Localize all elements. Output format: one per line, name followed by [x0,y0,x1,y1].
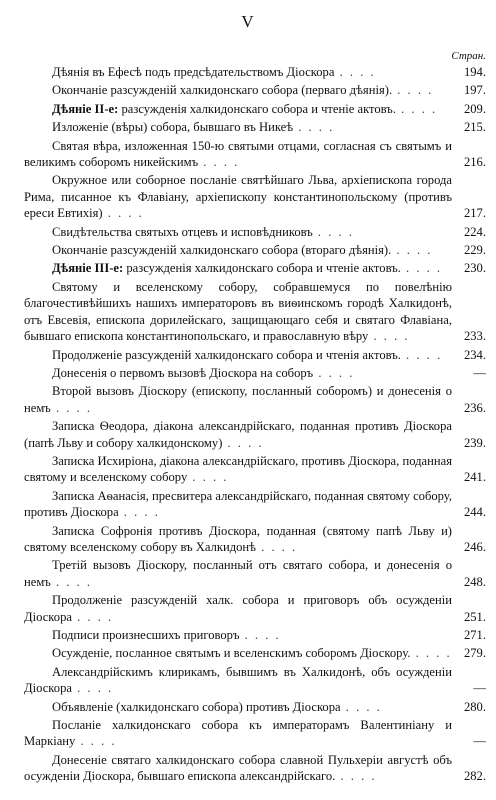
toc-leader-dots: . . . . [313,365,355,380]
toc-entry-text: Святому и вселенскому собору, собравшемуся по повелѣнію благочестивѣйшихъ нашихъ императоровъ въ виѳинскомъ городѣ Халкидонѣ, отъ Евсевія, епископа дорилейскаго, защищающаго себя и святаго Флавіана, бывшаго епископа константинопольскаго, и православную вѣру [24,279,452,344]
toc-leader-dots: . . . . [75,734,117,749]
toc-entry-text: Святая вѣра, изложенная 150-ю святыми отцами, согласная съ святымъ и великимъ соборомъ никейскимъ [24,138,452,170]
toc-entry [24,172,486,221]
toc-page-number: 236. [463,400,486,415]
toc-entry-title [24,489,452,519]
toc-entry-text: Свидѣтельства святыхъ отцевъ и исповѣдниковъ [52,224,313,239]
toc-entry [24,383,486,416]
toc-leader-dots: . . . . [239,628,281,642]
toc-entry-title [24,718,452,748]
toc-leader-dots: . . . . [410,646,452,661]
table-of-contents [24,64,486,787]
toc-entry [24,523,486,556]
toc-entry-text: Записка Исхиріона, діакона александрійскаго, противъ Діоскора, поданная святому и вселенскому собору [24,453,452,485]
toc-entry-text: Донесенія о первомъ вызовѣ Діоскора на соборъ [52,365,314,380]
toc-entry-text: Осужденіе, посланное святымъ и вселенскимъ соборомъ Діоскору. [52,646,411,661]
page-numeral: V [241,12,255,31]
toc-entry-title [24,700,382,714]
toc-entry-text: Записка Аѳанасія, пресвитера александрійскаго, поданная святому собору, противъ Діоскора [24,488,452,520]
toc-page-number: — [473,681,486,696]
toc-entry [24,592,486,625]
toc-entry-title [24,348,442,362]
toc-entry-title [24,524,452,554]
toc-leader-dots: . . . . [198,155,240,170]
toc-page-number: 209. [463,101,486,116]
toc-entry-text: Объявленіе (халкидонскаго собора) противъ Діоскора [52,699,341,714]
toc-entry [24,488,486,521]
toc-entry [24,279,486,345]
toc-leader-dots: . . . . [187,470,229,485]
toc-entry-title [24,173,452,220]
toc-entry-title [24,753,452,783]
toc-entry-text: Окружное или соборное посланіе святѣйшаго Льва, архіепископа города Рима, писанное къ Флавіану, архіепископу константинопольскому (противъ ереси Евтихія) [24,173,452,221]
toc-entry [24,699,486,715]
toc-entry-title [24,139,452,169]
toc-leader-dots: . . . . [102,206,144,221]
toc-entry-title [24,225,354,239]
toc-page-number: 282. [463,769,486,784]
toc-leader-dots: . . . . [256,539,298,554]
toc-leader-dots: . . . . [50,400,92,415]
toc-leader-dots: . . . . [71,609,114,624]
toc-page-number: 194. [463,65,486,79]
toc-leader-dots: . . . . [395,101,438,116]
toc-leader-dots: . . . . [71,681,114,696]
toc-entry-title [24,628,281,642]
toc-page-number: 241. [463,470,486,485]
toc-entry-act-label: Дѣяніе III-е: [52,261,127,276]
toc-entry-text: Второй вызовъ Діоскору (епископу, посланный соборомъ) и донесенія о немъ [24,384,452,415]
toc-entry-text: Продолженіе разсужденій халкидонскаго собора и чтенія актовъ. [52,347,401,362]
toc-page-number: 216. [463,155,486,170]
toc-entry-title [24,665,452,695]
toc-entry [24,260,486,276]
toc-leader-dots: . . . . [400,261,443,276]
toc-leader-dots: . . . . [400,347,443,362]
toc-leader-dots: . . . . [335,769,377,784]
toc-entry [24,557,486,590]
toc-page-number: 251. [463,609,486,624]
toc-entry-text: Записка Ѳеодора, діакона александрійскаго, поданная противъ Діоскора (папѣ Льву и собору халкидонскому) [24,419,452,450]
toc-page-number: 279. [463,646,486,661]
toc-entry-text: Дѣянія въ Ефесѣ подъ предсѣдательствомъ Діоскора [52,65,335,79]
toc-entry-text: Изложеніе (вѣры) собора, бывшаго въ Никеѣ [52,120,294,135]
toc-page-number: 217. [463,206,486,221]
toc-entry-text: разсужденія халкидонскаго собора и чтеніе актовъ. [126,261,401,276]
toc-leader-dots: . . . . [222,435,264,450]
toc-entry [24,418,486,451]
toc-leader-dots: . . . . [50,574,92,589]
toc-entry-title [24,593,452,623]
toc-entry-title [24,83,433,97]
toc-entry-title [24,366,354,380]
toc-leader-dots: . . . . [392,83,434,98]
toc-page-number: 271. [463,628,486,642]
toc-page-number: 234. [463,347,486,362]
toc-entry [24,119,486,135]
toc-entry [24,365,486,381]
toc-leader-dots: . . . . [334,65,376,79]
toc-entry-title [24,65,376,79]
toc-entry [24,645,486,661]
toc-entry-text: Продолженіе разсужденій халк. собора и приговоръ объ осужденіи Діоскора [24,593,452,624]
toc-entry [24,82,486,98]
toc-entry-title [24,384,452,414]
toc-leader-dots: . . . . [391,243,433,258]
toc-entry [24,224,486,240]
toc-entry-title [24,243,432,257]
toc-page-number: 248. [463,574,486,589]
toc-entry [24,664,486,697]
toc-entry [24,752,486,785]
toc-page-number: 197. [463,83,486,98]
toc-entry [24,138,486,171]
toc-page-number: 280. [463,699,486,714]
toc-leader-dots: . . . . [118,505,160,520]
toc-entry-title [24,120,334,134]
toc-entry-text: Посланіе халкидонскаго собора къ императорамъ Валентиніану и Маркіану [24,718,452,749]
toc-leader-dots: . . . . [312,224,354,239]
toc-page-number: 229. [463,243,486,258]
toc-entry-title [24,419,452,449]
toc-page-number: — [473,734,486,749]
toc-entry-title [24,646,452,660]
toc-entry-text: Третій вызовъ Діоскору, посланный отъ святаго собора, и донесенія о немъ [24,558,452,589]
toc-page-number: — [473,365,486,380]
toc-leader-dots: . . . . [368,329,410,344]
toc-leader-dots: . . . . [293,120,335,135]
toc-entry-text: Александрійскимъ клирикамъ, бывшимъ въ Халкидонѣ, объ осужденіи Діоскора [24,664,452,696]
toc-leader-dots: . . . . [340,699,382,714]
page-column-label: Стран. [451,50,486,62]
toc-page-number: 246. [463,539,486,554]
toc-entry [24,453,486,486]
toc-page-number: 239. [463,435,486,450]
toc-page-number: 244. [463,505,486,520]
toc-entry [24,64,486,80]
toc-entry [24,242,486,258]
toc-entry-act-label: Дѣяніе II-е: [52,101,122,116]
toc-entry-title [24,280,452,343]
toc-entry-title [24,454,452,484]
toc-page-number: 224. [463,224,486,239]
toc-page-number: 215. [463,120,486,135]
toc-entry [24,347,486,363]
toc-entry [24,627,486,643]
toc-entry-text: Записка Софронія противъ Діоскора, поданная (святому папѣ Льву и) святому вселенскому собору въ Халкидонѣ [24,523,452,554]
toc-entry-text: Окончаніе разсужденій халкидонскаго собора (втораго дѣянія). [52,243,392,258]
toc-entry [24,717,486,750]
toc-entry-text: Окончаніе разсужденій халкидонскаго собора (перваго дѣянія). [52,83,393,98]
toc-entry-text: Подписи произнесшихъ приговоръ [52,628,240,642]
toc-entry-text: разсужденія халкидонскаго собора и чтеніе актовъ. [121,101,396,116]
toc-entry-text: Донесеніе святаго халкидонскаго собора славной Пульхеріи августѣ объ осужденіи Діоскора, бывшаго епископа александрійскаго. [24,752,452,784]
toc-page-number: 230. [463,261,486,276]
toc-page-number: 233. [463,329,486,344]
toc-entry-title [24,558,452,588]
toc-entry [24,101,486,117]
toc-entry-title [24,102,437,116]
toc-entry-title [24,261,442,275]
